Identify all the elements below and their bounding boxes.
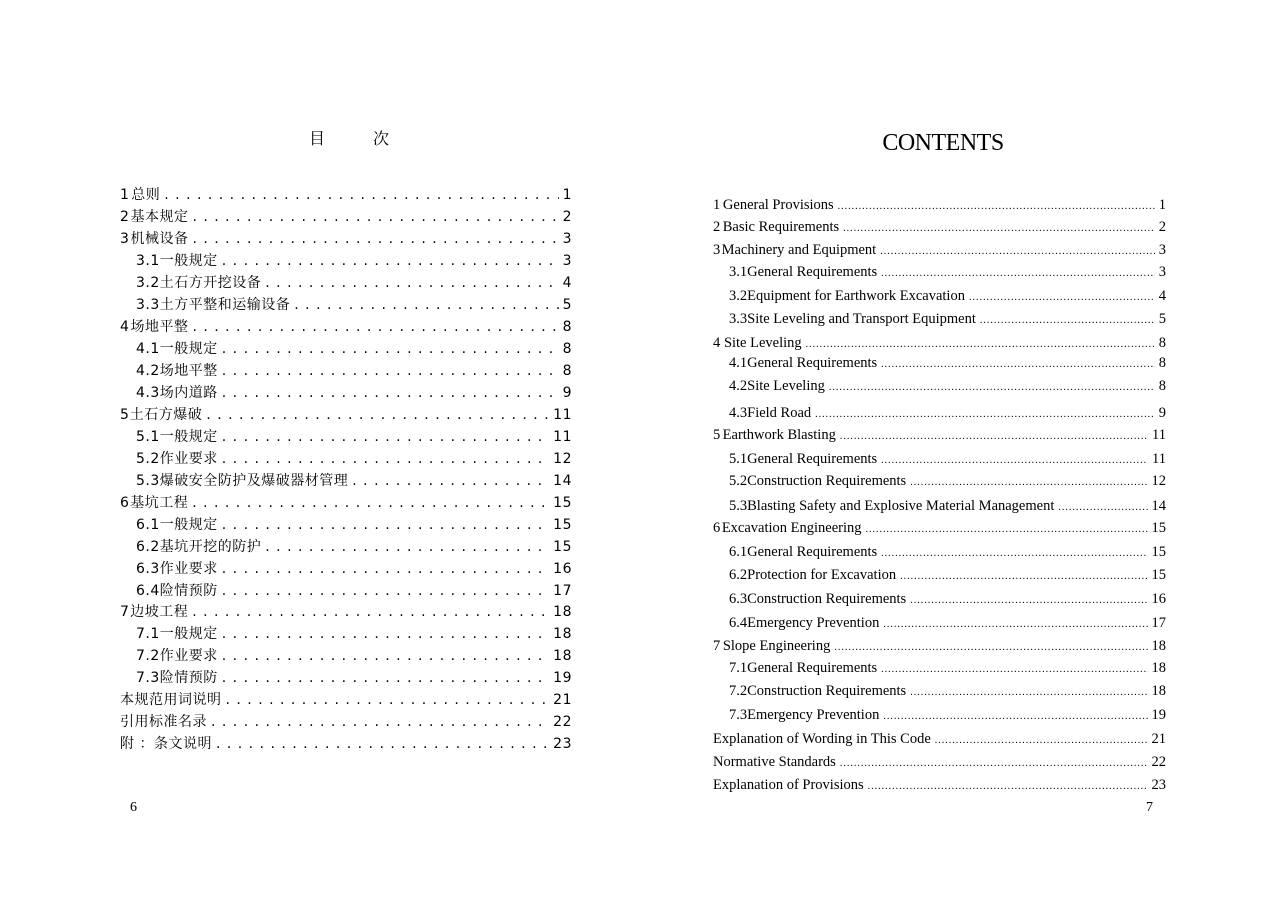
toc-entry-page: 5 xyxy=(1158,311,1166,327)
toc-entry-label: Construction Requirements xyxy=(747,473,907,489)
toc-entry-label: Construction Requirements xyxy=(747,683,907,699)
toc-dot-leader xyxy=(294,297,558,313)
toc-entry xyxy=(120,184,572,204)
toc-entry-page: 14 xyxy=(553,473,572,489)
toc-entry-page: 18 xyxy=(1151,660,1166,676)
toc-entry xyxy=(136,667,572,687)
toc-dot-leader xyxy=(265,275,558,291)
toc-dot-leader xyxy=(222,451,549,467)
toc-dot-leader xyxy=(222,341,559,357)
toc-entry-label: 场地平整 xyxy=(159,363,218,379)
toc-entry-number: 6.4 xyxy=(136,583,160,599)
toc-entry-page: 18 xyxy=(553,626,572,642)
toc-entry xyxy=(136,558,572,578)
toc-entry-label: 总则 xyxy=(131,187,161,203)
toc-entry-number: 4.1 xyxy=(729,355,748,371)
toc-entry xyxy=(136,645,572,665)
toc-entry-label: 险情预防 xyxy=(159,583,218,599)
toc-entry-label: 场地平整 xyxy=(130,319,189,335)
toc-dot-leader xyxy=(216,736,549,752)
toc-entry xyxy=(713,197,1166,214)
toc-entry-number: 7.1 xyxy=(729,660,748,676)
toc-title-chinese xyxy=(0,126,700,149)
left-page xyxy=(0,0,640,909)
toc-entry-page: 14 xyxy=(1151,498,1166,514)
toc-entry-label: 爆破安全防护及爆破器材管理 xyxy=(159,473,349,489)
toc-entry-page: 18 xyxy=(1151,683,1166,699)
toc-entry-number: 6 xyxy=(713,520,721,536)
toc-entry-number: 2 xyxy=(120,209,130,225)
toc-dot-leader xyxy=(910,473,1147,490)
toc-entry-page: 19 xyxy=(553,670,572,686)
toc-entry xyxy=(729,451,1166,468)
toc-entry xyxy=(729,615,1166,632)
toc-entry-page: 15 xyxy=(1151,567,1166,583)
toc-entry-number: 3 xyxy=(713,242,721,258)
toc-entry xyxy=(729,311,1166,328)
toc-entry xyxy=(136,338,572,358)
toc-entry xyxy=(120,492,572,512)
toc-entry xyxy=(120,689,572,709)
toc-entry-label: Blasting Safety and Explosive Material Management xyxy=(747,498,1055,514)
toc-entry-page: 11 xyxy=(1152,427,1166,443)
toc-entry-number: 6.2 xyxy=(136,539,160,555)
toc-entry-page: 22 xyxy=(553,714,572,730)
toc-dot-leader xyxy=(352,473,549,489)
toc-entry-page: 9 xyxy=(1158,405,1166,421)
toc-dot-leader xyxy=(192,319,558,335)
toc-entry-label: Site Leveling xyxy=(723,335,802,351)
toc-entry-number: 3 xyxy=(120,231,130,247)
toc-title-english: CONTENTS xyxy=(882,130,1004,156)
toc-entry xyxy=(729,591,1166,608)
toc-entry xyxy=(713,777,1166,794)
toc-entry-number: 3.3 xyxy=(729,311,748,327)
toc-dot-leader xyxy=(222,670,549,686)
toc-entry-label: 一般规定 xyxy=(159,253,218,269)
toc-entry-label: 险情预防 xyxy=(159,670,218,686)
toc-dot-leader xyxy=(969,288,1155,305)
toc-entry xyxy=(120,404,572,424)
toc-entry xyxy=(729,378,1166,395)
toc-entry-label: Machinery and Equipment xyxy=(721,242,877,258)
toc-entry-number: 2 xyxy=(713,219,721,235)
toc-entry-page: 8 xyxy=(562,319,572,335)
toc-dot-leader xyxy=(806,335,1155,352)
toc-entry-label: General Requirements xyxy=(747,264,878,280)
toc-entry-number: 5.1 xyxy=(729,451,748,467)
toc-dot-leader xyxy=(910,591,1147,608)
toc-entry-page: 15 xyxy=(1151,544,1166,560)
toc-entry xyxy=(729,707,1166,724)
toc-entry-label: Emergency Prevention xyxy=(747,615,880,631)
toc-dot-leader xyxy=(222,363,559,379)
toc-dot-leader xyxy=(222,626,549,642)
toc-entry xyxy=(136,272,572,292)
toc-entry-number: 5.2 xyxy=(136,451,160,467)
toc-dot-leader xyxy=(192,495,549,511)
toc-entry-page: 23 xyxy=(553,736,572,752)
toc-entry xyxy=(120,206,572,226)
toc-entry-page: 4 xyxy=(1158,288,1166,304)
toc-entry xyxy=(136,360,572,380)
toc-dot-leader xyxy=(834,638,1147,655)
toc-entry-page: 5 xyxy=(562,297,572,313)
toc-entry-number: 5.1 xyxy=(136,429,160,445)
toc-entry xyxy=(713,242,1166,259)
toc-entry-page: 3 xyxy=(562,253,572,269)
toc-entry-label: General Requirements xyxy=(747,544,878,560)
toc-dot-leader xyxy=(164,187,558,203)
toc-entry-page: 19 xyxy=(1151,707,1166,723)
toc-entry-number: 6.4 xyxy=(729,615,748,631)
toc-entry-page: 18 xyxy=(1151,638,1166,654)
toc-dot-leader xyxy=(838,197,1155,214)
toc-dot-leader xyxy=(881,451,1148,468)
toc-entry-number: 5 xyxy=(120,407,130,423)
toc-entry xyxy=(713,219,1166,236)
toc-entry xyxy=(136,623,572,643)
toc-entry-number: 7.2 xyxy=(136,648,160,664)
toc-entry-label: 基本规定 xyxy=(130,209,189,225)
toc-entry xyxy=(136,426,572,446)
toc-dot-leader xyxy=(881,660,1147,677)
toc-entry-page: 1 xyxy=(562,187,572,203)
toc-entry-label: 土方平整和运输设备 xyxy=(159,297,291,313)
toc-entry-page: 21 xyxy=(553,692,572,708)
toc-entry-label: General Requirements xyxy=(747,451,878,467)
toc-dot-leader xyxy=(840,754,1148,771)
toc-dot-leader xyxy=(880,242,1155,259)
toc-entry-page: 16 xyxy=(1151,591,1166,607)
toc-entry-number: 3.2 xyxy=(136,275,160,291)
toc-dot-leader xyxy=(206,407,549,423)
toc-entry-label: 作业要求 xyxy=(159,561,218,577)
toc-entry-page: 15 xyxy=(553,539,572,555)
toc-entry-label: 一般规定 xyxy=(159,341,218,357)
toc-entry xyxy=(713,335,1166,352)
toc-entry-number: 4 xyxy=(713,335,721,351)
toc-entry-page: 17 xyxy=(553,583,572,599)
toc-entry xyxy=(729,355,1166,372)
toc-entry xyxy=(729,544,1166,561)
toc-entry-label: 引用标准名录 xyxy=(120,714,207,730)
toc-entry-label: 本规范用词说明 xyxy=(120,692,222,708)
toc-entry-label: 作业要求 xyxy=(159,451,218,467)
toc-dot-leader xyxy=(840,427,1148,444)
toc-entry-page: 4 xyxy=(562,275,572,291)
toc-entry-page: 15 xyxy=(553,495,572,511)
toc-entry xyxy=(120,601,572,621)
toc-dot-leader xyxy=(222,583,549,599)
toc-entry-page: 11 xyxy=(553,407,572,423)
toc-entry xyxy=(729,405,1166,422)
toc-entry-page: 11 xyxy=(553,429,572,445)
toc-dot-leader xyxy=(222,648,549,664)
toc-entry-label: 一般规定 xyxy=(159,517,218,533)
toc-entry-page: 9 xyxy=(562,385,572,401)
toc-entry-page: 22 xyxy=(1151,754,1166,770)
toc-dot-leader xyxy=(935,731,1148,748)
toc-entry-number: 6.3 xyxy=(136,561,160,577)
toc-entry-page: 16 xyxy=(553,561,572,577)
toc-entry-label: 边坡工程 xyxy=(130,604,189,620)
toc-dot-leader xyxy=(881,544,1147,561)
toc-entry xyxy=(729,473,1166,490)
toc-entry xyxy=(136,536,572,556)
toc-entry xyxy=(120,733,572,753)
toc-entry xyxy=(729,264,1166,281)
toc-entry-number: 5 xyxy=(713,427,721,443)
toc-dot-leader xyxy=(868,777,1148,794)
toc-dot-leader xyxy=(192,604,549,620)
toc-entry-label: Basic Requirements xyxy=(722,219,840,235)
toc-dot-leader xyxy=(222,517,549,533)
toc-dot-leader xyxy=(1058,498,1147,515)
toc-entry-number: 7 xyxy=(120,604,130,620)
toc-entry xyxy=(729,660,1166,677)
toc-entry-page: 23 xyxy=(1151,777,1166,793)
toc-entry-number: 4.2 xyxy=(136,363,160,379)
toc-entry-page: 12 xyxy=(553,451,572,467)
toc-entry xyxy=(136,294,572,314)
toc-entry-label: 一般规定 xyxy=(159,429,218,445)
toc-entry xyxy=(120,228,572,248)
right-page xyxy=(640,0,1287,909)
toc-entry xyxy=(120,711,572,731)
toc-dot-leader xyxy=(866,520,1148,537)
toc-entry-number: 5.3 xyxy=(136,473,160,489)
toc-entry-page: 8 xyxy=(562,341,572,357)
toc-entry-number: 5.2 xyxy=(729,473,748,489)
toc-entry-number: 6.3 xyxy=(729,591,748,607)
toc-entry xyxy=(136,250,572,270)
toc-entry-number: 4 xyxy=(120,319,130,335)
toc-entry-label: General Requirements xyxy=(747,355,878,371)
toc-entry-label: Normative Standards xyxy=(713,754,836,770)
page-number-left: 6 xyxy=(130,800,137,815)
toc-entry-label: 附 ：条文说明 xyxy=(120,736,212,752)
toc-entry xyxy=(713,638,1166,655)
toc-entry-page: 18 xyxy=(553,604,572,620)
toc-entry-label: Field Road xyxy=(747,405,812,421)
toc-dot-leader xyxy=(883,707,1147,724)
toc-entry xyxy=(120,316,572,336)
toc-dot-leader xyxy=(980,311,1155,328)
toc-dot-leader xyxy=(222,429,549,445)
toc-entry-number: 3.1 xyxy=(136,253,160,269)
toc-entry-label: Excavation Engineering xyxy=(721,520,862,536)
toc-entry xyxy=(713,731,1166,748)
toc-entry-label: General Requirements xyxy=(747,660,878,676)
toc-entry-page: 3 xyxy=(1158,264,1166,280)
toc-entry xyxy=(729,498,1166,515)
toc-entry-number: 3.1 xyxy=(729,264,748,280)
toc-entry-label: Earthwork Blasting xyxy=(722,427,836,443)
toc-dot-leader xyxy=(211,714,549,730)
toc-entry xyxy=(713,427,1166,444)
toc-dot-leader xyxy=(881,264,1155,281)
toc-entry-label: Equipment for Earthwork Excavation xyxy=(747,288,965,304)
toc-entry-page: 2 xyxy=(562,209,572,225)
toc-entry-number: 3.2 xyxy=(729,288,748,304)
toc-dot-leader xyxy=(881,355,1155,372)
toc-entry-number: 1 xyxy=(713,197,721,213)
toc-entry-page: 3 xyxy=(562,231,572,247)
toc-entry-number: 7 xyxy=(713,638,721,654)
toc-entry-number: 4.2 xyxy=(729,378,748,394)
toc-entry-page: 15 xyxy=(1151,520,1166,536)
toc-entry xyxy=(136,448,572,468)
toc-entry-label: Slope Engineering xyxy=(722,638,831,654)
toc-entry-label: Explanation of Wording in This Code xyxy=(713,731,931,747)
toc-entry xyxy=(136,382,572,402)
toc-entry-number: 4.3 xyxy=(729,405,748,421)
toc-entry-page: 8 xyxy=(1158,378,1166,394)
toc-entry-page: 8 xyxy=(562,363,572,379)
toc-entry-number: 6 xyxy=(120,495,130,511)
toc-entry-number: 7.1 xyxy=(136,626,160,642)
toc-entry xyxy=(136,470,572,490)
toc-entry-page: 21 xyxy=(1151,731,1166,747)
toc-entry-number: 3.3 xyxy=(136,297,160,313)
toc-dot-leader xyxy=(815,405,1155,422)
toc-entry-label: Protection for Excavation xyxy=(747,567,897,583)
toc-entry-label: Construction Requirements xyxy=(747,591,907,607)
toc-entry-page: 8 xyxy=(1158,335,1166,351)
toc-entry-page: 15 xyxy=(553,517,572,533)
toc-entry-label: 场内道路 xyxy=(159,385,218,401)
toc-entry-page: 12 xyxy=(1151,473,1166,489)
toc-entry-page: 2 xyxy=(1158,219,1166,235)
toc-entry xyxy=(729,683,1166,700)
toc-entry-label: 基坑工程 xyxy=(130,495,189,511)
toc-dot-leader xyxy=(192,231,558,247)
toc-entry-number: 6.1 xyxy=(729,544,748,560)
toc-entry-label: 作业要求 xyxy=(159,648,218,664)
toc-entry xyxy=(136,514,572,534)
toc-dot-leader xyxy=(222,561,549,577)
toc-entry-page: 18 xyxy=(553,648,572,664)
toc-entry xyxy=(713,520,1166,537)
toc-title-part2: 次 xyxy=(373,129,392,148)
toc-dot-leader xyxy=(910,683,1147,700)
toc-entry-number: 5.3 xyxy=(729,498,748,514)
toc-entry-label: General Provisions xyxy=(722,197,834,213)
toc-dot-leader xyxy=(843,219,1155,236)
toc-entry-page: 8 xyxy=(1158,355,1166,371)
toc-title-part1: 目 xyxy=(308,129,327,148)
toc-dot-leader xyxy=(265,539,549,555)
toc-entry-label: Site Leveling xyxy=(747,378,825,394)
toc-entry-number: 7.3 xyxy=(136,670,160,686)
toc-entry xyxy=(729,567,1166,584)
toc-dot-leader xyxy=(883,615,1147,632)
toc-entry-label: 机械设备 xyxy=(130,231,189,247)
toc-entry xyxy=(713,754,1166,771)
toc-entry-page: 17 xyxy=(1151,615,1166,631)
toc-entry-number: 7.3 xyxy=(729,707,748,723)
toc-entry xyxy=(729,288,1166,305)
toc-dot-leader xyxy=(226,692,550,708)
toc-entry-number: 6.2 xyxy=(729,567,748,583)
toc-entry-label: Site Leveling and Transport Equipment xyxy=(747,311,976,327)
toc-entry-number: 1 xyxy=(120,187,130,203)
toc-entry-label: 基坑开挖的防护 xyxy=(159,539,262,555)
toc-entry-page: 3 xyxy=(1158,242,1166,258)
toc-dot-leader xyxy=(829,378,1155,395)
toc-entry-page: 11 xyxy=(1152,451,1166,467)
toc-entry-number: 6.1 xyxy=(136,517,160,533)
toc-entry-label: Emergency Prevention xyxy=(747,707,880,723)
toc-entry-label: 土石方爆破 xyxy=(129,407,203,423)
toc-entry-label: Explanation of Provisions xyxy=(713,777,864,793)
toc-entry-page: 1 xyxy=(1158,197,1166,213)
toc-dot-leader xyxy=(192,209,558,225)
page-number-right: 7 xyxy=(1146,800,1153,815)
toc-dot-leader xyxy=(900,567,1147,584)
toc-entry-number: 7.2 xyxy=(729,683,748,699)
toc-dot-leader xyxy=(222,253,559,269)
toc-dot-leader xyxy=(222,385,559,401)
toc-entry-number: 4.3 xyxy=(136,385,160,401)
toc-entry-label: 一般规定 xyxy=(159,626,218,642)
toc-entry xyxy=(136,580,572,600)
toc-entry-label: 土石方开挖设备 xyxy=(159,275,262,291)
toc-entry-number: 4.1 xyxy=(136,341,160,357)
